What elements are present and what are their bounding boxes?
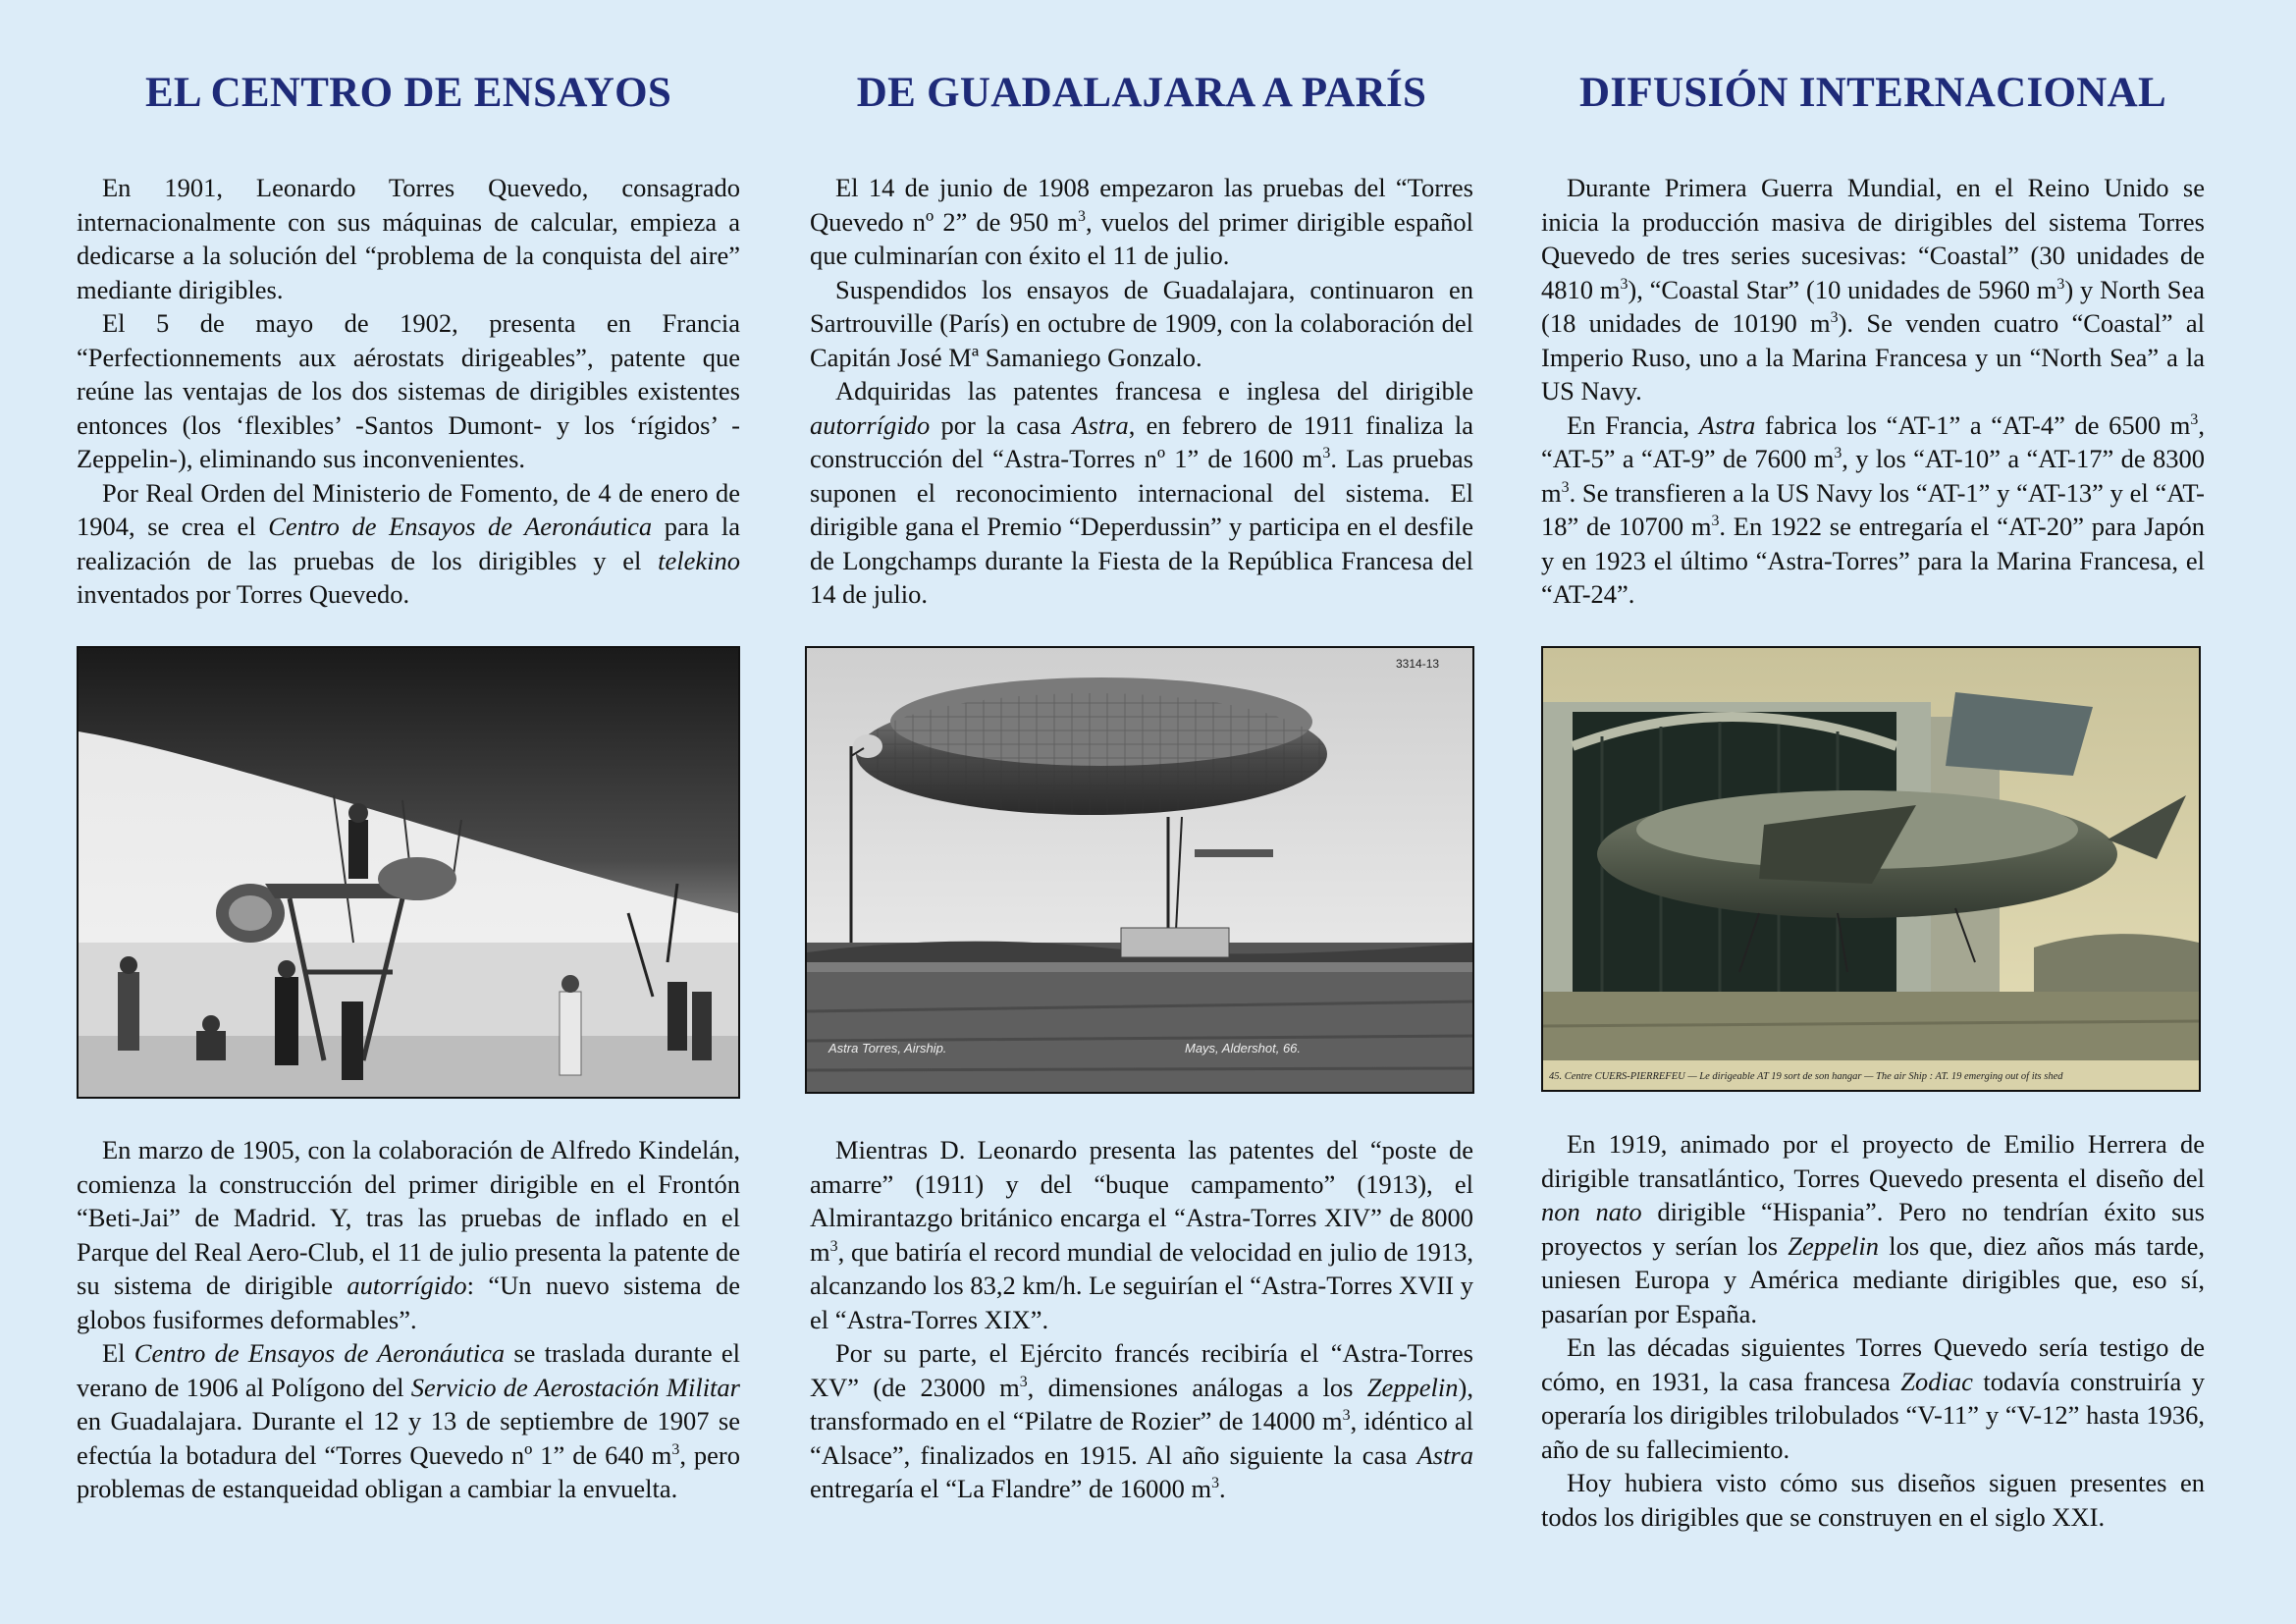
- paragraph: El 5 de mayo de 1902, presenta en Francia “Perfectionnements aux aérostats dirigeables”, patente que reúne las ventajas de los dos sistemas de dirigibles existentes entonces (los ‘flexibles’ -Santos Dumont- y los ‘rígidos’ -Zeppelin-), eliminando sus inconvenientes.: [77, 308, 740, 473]
- photo-caption-left: Astra Torres, Airship.: [828, 1041, 947, 1056]
- paragraph: Adquiridas las patentes francesa e inglesa del dirigible autorrígido por la casa Astra, en febrero de 1911 finaliza la construcción del “Astra-Torres nº 1” de 1600 $m^3$. Las pruebas suponen el reconocimiento internacional del sistema. El dirigible gana el Premio “Deperdussin” y participa en el desfile de Longchamps durante la Fiesta de la República Francesa del 14 de julio.: [810, 376, 1473, 609]
- section-title: DIFUSIÓN INTERNACIONAL: [1579, 70, 2166, 116]
- paragraph: En 1901, Leonardo Torres Quevedo, consagrado internacionalmente con sus máquinas de calcular, empieza a dedicarse a la solución del “problema de la conquista del aire” mediante dirigibles.: [77, 173, 740, 304]
- intro-text: [810, 171, 1473, 612]
- paragraph: Por Real Orden del Ministerio de Fomento, de 4 de enero de 1904, se crea el Centro de Ensayos de Aeronáutica para la realización de las pruebas de los dirigibles y el telekino inventados por Torres Quevedo.: [77, 477, 740, 609]
- paragraph: Por su parte, el Ejército francés recibiría el “Astra-Torres XV” (de 23000 $m^3$, dimensiones análogas a los Zeppelin), transformado en el “Pilatre de Rozier” de 14000 $m^3$, idéntico al “Alsace”, finalizados en 1915. Al año siguiente la casa Astra entregaría el “La Flandre” de 16000 $m^3$.: [810, 1338, 1473, 1503]
- paragraph: Hoy hubiera visto cómo sus diseños siguen presentes en todos los dirigibles que se construyen en el siglo XXI.: [1541, 1468, 2205, 1532]
- photo-at19-hangar: [1541, 646, 2201, 1092]
- intro-text: [1541, 171, 2205, 612]
- photo-caption: 45. Centre CUERS-PIERREFEU — Le dirigeable AT 19 sort de son hangar — The air Ship : AT. 19 emerging out of its shed: [1549, 1071, 2063, 1082]
- paragraph: En Francia, Astra fabrica los “AT-1” a “AT-4” de 6500 $m^3$, “AT-5” a “AT-9” de 7600 $m^3$, y los “AT-10” a “AT-17” de 8300 $m^3$. Se transfieren a la US Navy los “AT-1” y “AT-13” y el “AT-18” de 10700 $m^3$. En 1922 se entregaría el “AT-20” para Japón y en 1923 el último “Astra-Torres” para la Marina Francesa, el “AT-24”.: [1541, 409, 2205, 609]
- paragraph: El Centro de Ensayos de Aeronáutica se traslada durante el verano de 1906 al Polígono del Servicio de Aerostación Militar en Guadalajara. Durante el 12 y 13 de septiembre de 1907 se efectúa la botadura del “Torres Quevedo nº 1” de 640 $m^3$, pero problemas de estanqueidad obligan a cambiar la envuelta.: [77, 1338, 740, 1503]
- paragraph: El 14 de junio de 1908 empezaron las pruebas del “Torres Quevedo nº 2” de 950 $m^3$, vuelos del primer dirigible español que culminarían con éxito el 11 de julio.: [810, 173, 1473, 270]
- paragraph: En las décadas siguientes Torres Quevedo sería testigo de cómo, en 1931, la casa francesa Zodiac todavía construiría y operaría los dirigibles trilobulados “V-11” y “V-12” hasta 1936, año de su fallecimiento.: [1541, 1332, 2205, 1464]
- paragraph: Mientras D. Leonardo presenta las patentes del “poste de amarre” (1911) y del “buque campamento” (1913), el Almirantazgo británico encarga el “Astra-Torres XIV” de 8000 $m^3$, que batiría el record mundial de velocidad en julio de 1913, alcanzando los 83,2 km/h. Le seguirían el “Astra-Torres XVII y el “Astra-Torres XIX”.: [810, 1135, 1473, 1334]
- photo-caption-right: Mays, Aldershot, 66.: [1185, 1041, 1302, 1056]
- paragraph: Durante Primera Guerra Mundial, en el Reino Unido se inicia la producción masiva de dirigibles del sistema Torres Quevedo de tres series sucesivas: “Coastal” (30 unidades de 4810 $m^3$), “Coastal Star” (10 unidades de 5960 $m^3$) y North Sea (18 unidades de 10190 $m^3$). Se venden cuatro “Coastal” al Imperio Ruso, uno a la Marina Francesa y un “North Sea” a la US Navy.: [1541, 173, 2205, 406]
- section-title: EL CENTRO DE ENSAYOS: [144, 70, 672, 116]
- paragraph: En marzo de 1905, con la colaboración de Alfredo Kindelán, comienza la construcción del primer dirigible en el Frontón “Beti-Jai” de Madrid. Y, tras las pruebas de inflado en el Parque del Real Aero-Club, el 11 de julio presenta la patente de su sistema de dirigible autorrígido: “Un nuevo sistema de globos fusiformes deformables”.: [77, 1135, 740, 1334]
- history-text: [1541, 1127, 2205, 1534]
- intro-text: [77, 171, 740, 612]
- paragraph: En 1919, animado por el proyecto de Emilio Herrera de dirigible transatlántico, Torres Quevedo presenta el diseño del non nato dirigible “Hispania”. Pero no tendrían éxito sus proyectos y serían los Zeppelin los que, diez años más tarde, uniesen Europa y América mediante dirigibles que, eso sí, pasarían por España.: [1541, 1129, 2205, 1328]
- history-text: [77, 1133, 740, 1506]
- photo-number: 3314-13: [1396, 657, 1440, 671]
- section-title: DE GUADALAJARA A PARÍS: [856, 70, 1427, 116]
- history-text: [810, 1133, 1473, 1506]
- paragraph: Suspendidos los ensayos de Guadalajara, continuaron en Sartrouville (París) en octubre de 1909, con la colaboración del Capitán José Mª Samaniego Gonzalo.: [810, 274, 1473, 372]
- photo-astra-torres-airship: [805, 646, 1474, 1094]
- photo-airship-gondola: [77, 646, 740, 1099]
